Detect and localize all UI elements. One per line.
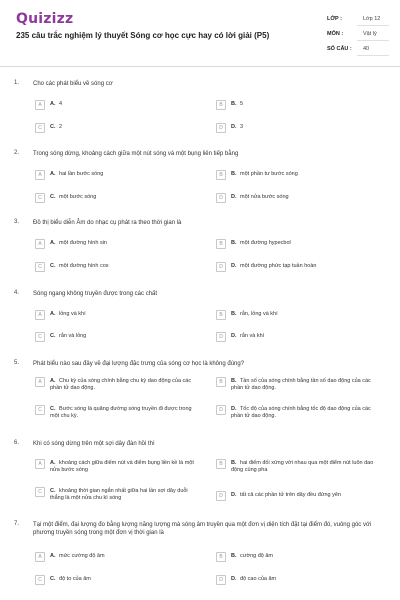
- meta-divider: [357, 55, 389, 56]
- option-b[interactable]: [216, 171, 381, 180]
- option-content: hai lần bước sóng: [59, 171, 104, 177]
- option-text: [50, 263, 200, 270]
- option-content: một đường hypecbol: [240, 240, 291, 246]
- option-content: rắn và khí: [240, 333, 265, 339]
- option-d[interactable]: [216, 124, 381, 133]
- option-text: [50, 311, 200, 318]
- worksheet-title: 235 câu trắc nghiệm lý thuyết Sóng cơ học cực hay có lời giải (P5): [16, 31, 270, 40]
- option-d[interactable]: [216, 263, 381, 272]
- option-a[interactable]: [35, 240, 200, 249]
- option-key-box: B: [216, 377, 226, 387]
- option-content: hai điểm đối xứng với nhau qua một điểm nút luôn dao động cùng pha: [231, 460, 374, 473]
- question-text: Cho các phát biểu về sóng cơ: [33, 81, 113, 87]
- option-key-box: D: [216, 123, 226, 133]
- option-content: 5: [240, 101, 244, 107]
- option-content: một bước sóng: [59, 194, 97, 200]
- meta-value: Lớp 12: [363, 16, 381, 22]
- option-content: độ to của âm: [59, 576, 91, 582]
- option-text: [50, 406, 200, 420]
- option-content: rắn, lỏng và khí: [240, 311, 278, 317]
- question-number: 3.: [14, 219, 20, 225]
- question-number: 1.: [14, 80, 20, 86]
- option-text: [231, 576, 381, 583]
- option-content: Chu kỳ của sóng chính bằng chu kỳ dao động của các phần tử dao động.: [50, 378, 192, 391]
- option-text: [231, 124, 381, 131]
- option-c[interactable]: [35, 406, 200, 420]
- question-number: 7.: [14, 521, 20, 527]
- option-content: tất cả các phần tử trên dây đều đứng yên: [240, 492, 341, 498]
- option-text: [231, 406, 381, 420]
- option-text: [50, 553, 200, 560]
- option-content: khoảng cách giữa điểm nút và điểm bụng liền kề là một nửa bước sóng: [50, 460, 194, 473]
- option-a[interactable]: [35, 101, 200, 110]
- option-key-box: D: [216, 491, 226, 501]
- option-key-box: A: [35, 552, 45, 562]
- question-text: Trong sóng dừng, khoảng cách giữa một nút sóng và một bụng liên tiếp bằng: [33, 151, 239, 157]
- option-label: B.: [231, 553, 237, 559]
- option-label: C.: [50, 488, 56, 494]
- option-a[interactable]: [35, 311, 200, 320]
- option-content: rắn và lỏng: [59, 333, 87, 339]
- option-b[interactable]: [216, 553, 381, 562]
- option-label: D.: [231, 194, 237, 200]
- option-label: D.: [231, 263, 237, 269]
- option-key-box: A: [35, 170, 45, 180]
- option-text: [50, 124, 200, 131]
- option-c[interactable]: [35, 124, 200, 133]
- option-label: B.: [231, 378, 237, 384]
- option-key-box: A: [35, 100, 45, 110]
- option-label: A.: [50, 240, 56, 246]
- option-c[interactable]: [35, 488, 200, 502]
- option-d[interactable]: [216, 576, 381, 585]
- option-key-box: C: [35, 405, 45, 415]
- option-label: C.: [50, 406, 56, 412]
- option-text: [231, 171, 381, 178]
- option-label: C.: [50, 576, 56, 582]
- option-content: lỏng và khí: [59, 311, 86, 317]
- option-text: [50, 488, 200, 502]
- option-b[interactable]: [216, 240, 381, 249]
- option-content: một phần tư bước sóng: [240, 171, 298, 177]
- meta-row-subject: [327, 27, 389, 42]
- meta-row-count: [327, 42, 389, 57]
- option-text: [231, 460, 381, 474]
- option-key-box: B: [216, 100, 226, 110]
- option-label: C.: [50, 333, 56, 339]
- option-content: Bước sóng là quãng đường sóng truyền đi được trong một chu kỳ.: [50, 406, 192, 419]
- option-text: [50, 240, 200, 247]
- meta-divider: [357, 25, 389, 26]
- option-text: [50, 576, 200, 583]
- option-key-box: B: [216, 239, 226, 249]
- option-text: [231, 553, 381, 560]
- option-label: B.: [231, 171, 237, 177]
- option-content: Tốc độ của sóng chính bằng tốc độ dao động của các phần tử dao động.: [231, 406, 371, 419]
- option-key-box: D: [216, 405, 226, 415]
- option-label: A.: [50, 460, 56, 466]
- option-d[interactable]: [216, 333, 381, 342]
- option-content: một nửa bước sóng: [240, 194, 289, 200]
- option-key-box: D: [216, 332, 226, 342]
- option-content: 3: [240, 124, 244, 130]
- option-label: D.: [231, 406, 237, 412]
- option-key-box: C: [35, 332, 45, 342]
- option-key-box: B: [216, 552, 226, 562]
- question-number: 5.: [14, 360, 20, 366]
- option-content: mức cường độ âm: [59, 553, 105, 559]
- question-number: 6.: [14, 440, 20, 446]
- option-key-box: A: [35, 310, 45, 320]
- option-key-box: A: [35, 459, 45, 469]
- option-key-box: D: [216, 262, 226, 272]
- meta-key: MÔN :: [327, 31, 344, 37]
- meta-key: LỚP :: [327, 16, 342, 22]
- option-c[interactable]: [35, 194, 200, 203]
- option-content: khoảng thời gian ngắn nhất giữa hai lần sợi dây duỗi thẳng là một nửa chu kì sóng: [50, 488, 188, 501]
- meta-value: 40: [363, 46, 370, 52]
- option-label: A.: [50, 101, 56, 107]
- quizizz-logo: Quizizz: [16, 11, 74, 27]
- option-label: B.: [231, 311, 237, 317]
- option-text: [50, 333, 200, 340]
- option-label: A.: [50, 553, 56, 559]
- meta-row-grade: [327, 12, 389, 27]
- meta-key: SỐ CÂU :: [327, 46, 352, 52]
- option-a[interactable]: [35, 378, 200, 392]
- option-text: [50, 171, 200, 178]
- worksheet-meta: [327, 12, 389, 57]
- option-text: [231, 311, 381, 318]
- option-label: C.: [50, 124, 56, 130]
- option-key-box: B: [216, 310, 226, 320]
- option-text: [231, 101, 381, 108]
- question-text: Tại một điểm, đại lượng đo bằng lượng năng lượng mà sóng âm truyền qua một đơn vị diện tích đặt tại điểm đó, vuông góc với phương truyền sóng trong một đơn vị thời gian là: [33, 522, 372, 536]
- option-text: [231, 194, 381, 201]
- option-text: [50, 378, 200, 392]
- option-b[interactable]: [216, 311, 381, 320]
- option-key-box: A: [35, 377, 45, 387]
- option-key-box: C: [35, 575, 45, 585]
- question-text: Phát biểu nào sau đây về đại lượng đặc trưng của sóng cơ học là không đúng?: [33, 361, 245, 367]
- option-content: 2: [59, 124, 63, 130]
- meta-divider: [357, 40, 389, 41]
- option-a[interactable]: [35, 553, 200, 562]
- option-text: [50, 101, 200, 108]
- option-content: một đường hình cos: [59, 263, 109, 269]
- option-label: B.: [231, 101, 237, 107]
- option-c[interactable]: [35, 263, 200, 272]
- option-label: D.: [231, 576, 237, 582]
- option-label: C.: [50, 263, 56, 269]
- option-content: độ cao của âm: [240, 576, 277, 582]
- option-text: [231, 333, 381, 340]
- option-label: D.: [231, 333, 237, 339]
- question-number: 4.: [14, 290, 20, 296]
- option-key-box: C: [35, 487, 45, 497]
- option-label: D.: [231, 124, 237, 130]
- option-key-box: D: [216, 575, 226, 585]
- option-label: A.: [50, 378, 56, 384]
- option-label: D.: [231, 492, 237, 498]
- option-d[interactable]: [216, 194, 381, 203]
- question-text: Đồ thị biểu diễn Âm do nhạc cụ phát ra theo thời gian là: [33, 220, 182, 226]
- option-b[interactable]: [216, 101, 381, 110]
- option-key-box: B: [216, 459, 226, 469]
- option-key-box: D: [216, 193, 226, 203]
- option-key-box: B: [216, 170, 226, 180]
- worksheet-header: [0, 0, 400, 67]
- option-content: một đường phức tạp tuần hoàn: [240, 263, 317, 269]
- option-key-box: A: [35, 239, 45, 249]
- option-text: [50, 460, 200, 474]
- option-text: [231, 378, 381, 392]
- option-label: C.: [50, 194, 56, 200]
- option-content: một đường hình sin: [59, 240, 107, 246]
- option-c[interactable]: [35, 576, 200, 585]
- option-text: [50, 194, 200, 201]
- option-label: A.: [50, 311, 56, 317]
- question-number: 2.: [14, 150, 20, 156]
- option-label: B.: [231, 460, 237, 466]
- option-d[interactable]: [216, 492, 381, 501]
- option-content: 4: [59, 101, 63, 107]
- option-c[interactable]: [35, 333, 200, 342]
- question-text: Khi có sóng dừng trên một sợi dây đàn hồi thì: [33, 441, 155, 447]
- option-label: A.: [50, 171, 56, 177]
- option-b[interactable]: [216, 378, 381, 392]
- option-content: cường độ âm: [240, 553, 274, 559]
- option-d[interactable]: [216, 406, 381, 420]
- option-text: [231, 240, 381, 247]
- option-key-box: C: [35, 262, 45, 272]
- option-text: [231, 492, 381, 499]
- meta-value: Vật lý: [363, 31, 377, 37]
- option-content: Tần số của sóng chính bằng tần số dao động của các phần tử dao động.: [231, 378, 371, 391]
- option-text: [231, 263, 381, 270]
- question-text: Sóng ngang không truyền được trong các chất: [33, 291, 158, 297]
- option-label: B.: [231, 240, 237, 246]
- option-a[interactable]: [35, 460, 200, 474]
- option-key-box: C: [35, 123, 45, 133]
- option-b[interactable]: [216, 460, 381, 474]
- option-a[interactable]: [35, 171, 200, 180]
- option-key-box: C: [35, 193, 45, 203]
